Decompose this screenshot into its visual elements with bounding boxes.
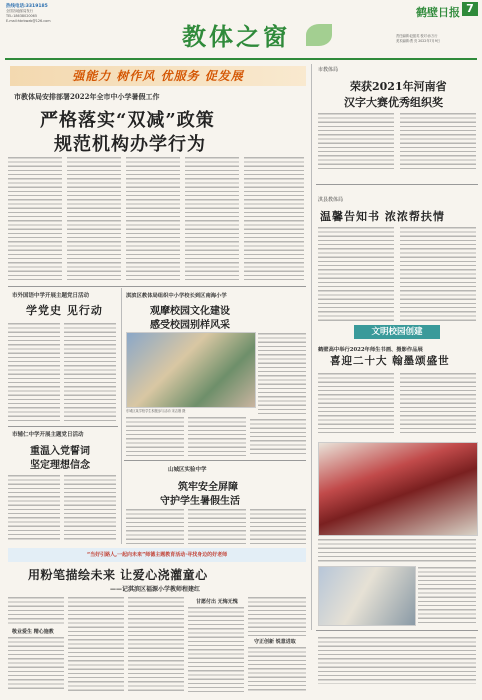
mid-left-2-headline-2: 坚定理想信念 (30, 460, 90, 471)
mid-left-1-body-col2 (64, 322, 116, 422)
right-mid-tag: 淇县教体局 (318, 197, 344, 203)
lead-body-col5 (244, 156, 304, 280)
photo-2-caption (418, 566, 476, 624)
lead-body-col3 (126, 156, 180, 280)
lead-headline-1: 严格落实“双减”政策 (40, 110, 215, 131)
mid-center-body-bottom-1 (126, 416, 184, 456)
right-top-tag: 市教体局 (318, 67, 339, 73)
contact-line: 全国各地邮局发行 (6, 9, 34, 13)
right-top-headline-1: 荣获2021年河南省 (350, 80, 447, 93)
section-title: 教体之窗 (182, 22, 290, 51)
feature-headline: 用粉笔描绘未来 让爱心浇灌童心 (28, 568, 208, 582)
feature-body-col5 (248, 596, 306, 636)
slogan-banner (10, 66, 306, 86)
slogan-text: 强能力 树作风 优服务 促发展 (72, 69, 244, 83)
feature-body-col2 (68, 596, 124, 692)
lead-headline-2: 规范机构办学行为 (54, 134, 206, 155)
contact-line: 热线电话:3319185 (6, 4, 48, 9)
editor-line: 美术编辑:贾 亮 2022年7月9日 (396, 39, 440, 43)
lead-kicker: 市教体局安排部署2022年全市中小学暑假工作 (14, 92, 160, 101)
right-mid-body-col2 (400, 226, 476, 322)
quote-strip (8, 548, 306, 562)
mid-center-kicker: 淇滨区教体局组织中小学校长到区南海小学 (126, 293, 227, 299)
divider (8, 426, 118, 427)
editor-line: 责任编辑:赵振英 校对:孙万行 (396, 34, 438, 38)
bottom-right-text (318, 636, 476, 684)
masthead-leaf-decoration (306, 24, 332, 46)
bottom-center-body-col1 (126, 508, 184, 544)
campus-photo (126, 332, 256, 408)
paper-name: 鹤壁日报 (416, 6, 460, 19)
divider (316, 630, 478, 631)
contact-line: TEL:18638020065 (6, 14, 37, 18)
mid-center-body-bottom-3 (250, 418, 306, 456)
section-title-box (182, 22, 306, 52)
mid-left-1-body-col1 (8, 322, 60, 422)
mid-left-1-headline: 学党史 见行动 (26, 304, 103, 317)
mid-center-headline-2: 感受校园别样风采 (150, 320, 230, 331)
right-mid-body-col1 (318, 226, 394, 322)
bottom-center-headline-2: 守护学生暑假生活 (160, 496, 240, 507)
right-top-body-col1 (318, 112, 394, 170)
masthead-contact (6, 4, 156, 24)
quote-strip-text: “当好引路人,一起向未来”师德主题教育活动·寻找身边的好老师 (86, 552, 228, 558)
contact-line: E-mail:hbrbwzb@126.com (6, 19, 51, 23)
divider (8, 286, 306, 287)
mid-left-2-kicker: 市辅仁中学开展主题党日活动 (12, 432, 84, 438)
feature-body-col4 (188, 606, 244, 692)
campus-photo-caption: 东城区某学校学生积极参与活动 宋志刚 摄 (126, 409, 186, 413)
culture-kicker: 鹤壁高中举行2022年师生书画、摄影作品展 (318, 347, 423, 353)
feature-body-col1b (8, 636, 64, 692)
mid-center-body-bottom-2 (188, 416, 246, 456)
bottom-center-body-col2 (188, 508, 246, 544)
lead-body-col1 (8, 156, 62, 280)
feature-body-col1 (8, 596, 64, 626)
mid-left-2-body-col1 (8, 474, 60, 542)
culture-body-col2 (400, 372, 476, 436)
masthead-rule (5, 58, 477, 60)
mid-left-2-body-col2 (64, 474, 116, 542)
bottom-center-headline-1: 筑牢安全屏障 (178, 482, 238, 493)
divider (124, 460, 306, 461)
column-divider (311, 64, 312, 630)
right-mid-headline: 温馨告知书 浓浓帮扶情 (320, 210, 445, 223)
mid-left-1-kicker: 市外国语中学开展主题党日活动 (12, 293, 90, 299)
culture-box-title: 文明校园创建 (371, 327, 423, 337)
photo-caption-text (318, 538, 476, 562)
mid-center-headline-1: 观摩校园文化建设 (150, 306, 230, 317)
mid-center-body-right (258, 332, 306, 416)
lead-body-col4 (185, 156, 239, 280)
culture-body-col1 (318, 372, 394, 436)
culture-box-title-bar (354, 325, 440, 339)
divider (316, 184, 478, 185)
page-number: 7 (466, 2, 474, 15)
bottom-center-body-col3 (250, 508, 306, 544)
feature-body-col5b (248, 646, 306, 692)
right-top-headline-2: 汉字大赛优秀组织奖 (344, 96, 443, 109)
feature-body-col3 (128, 596, 184, 692)
page-number-box (462, 2, 478, 16)
right-top-body-col2 (400, 112, 476, 170)
culture-headline: 喜迎二十大 翰墨颂盛世 (330, 355, 450, 367)
lead-body-col2 (67, 156, 121, 280)
feature-subtitle-3: 守正创新 锐意进取 (254, 639, 296, 645)
column-divider (121, 288, 122, 544)
exhibition-photo (318, 442, 478, 536)
exhibition-photo-2 (318, 566, 416, 626)
feature-subtitle-1: 敬业爱生 精心施教 (12, 629, 54, 635)
bottom-center-kicker: 山城区实验中学 (168, 467, 207, 473)
editor-info (396, 34, 480, 44)
feature-subtitle-2: 甘愿付出 无悔无愧 (196, 599, 238, 605)
mid-left-2-headline-1: 重温入党誓词 (30, 446, 90, 457)
feature-subhead: ——记淇滨区福源小学教师程建红 (110, 586, 201, 593)
